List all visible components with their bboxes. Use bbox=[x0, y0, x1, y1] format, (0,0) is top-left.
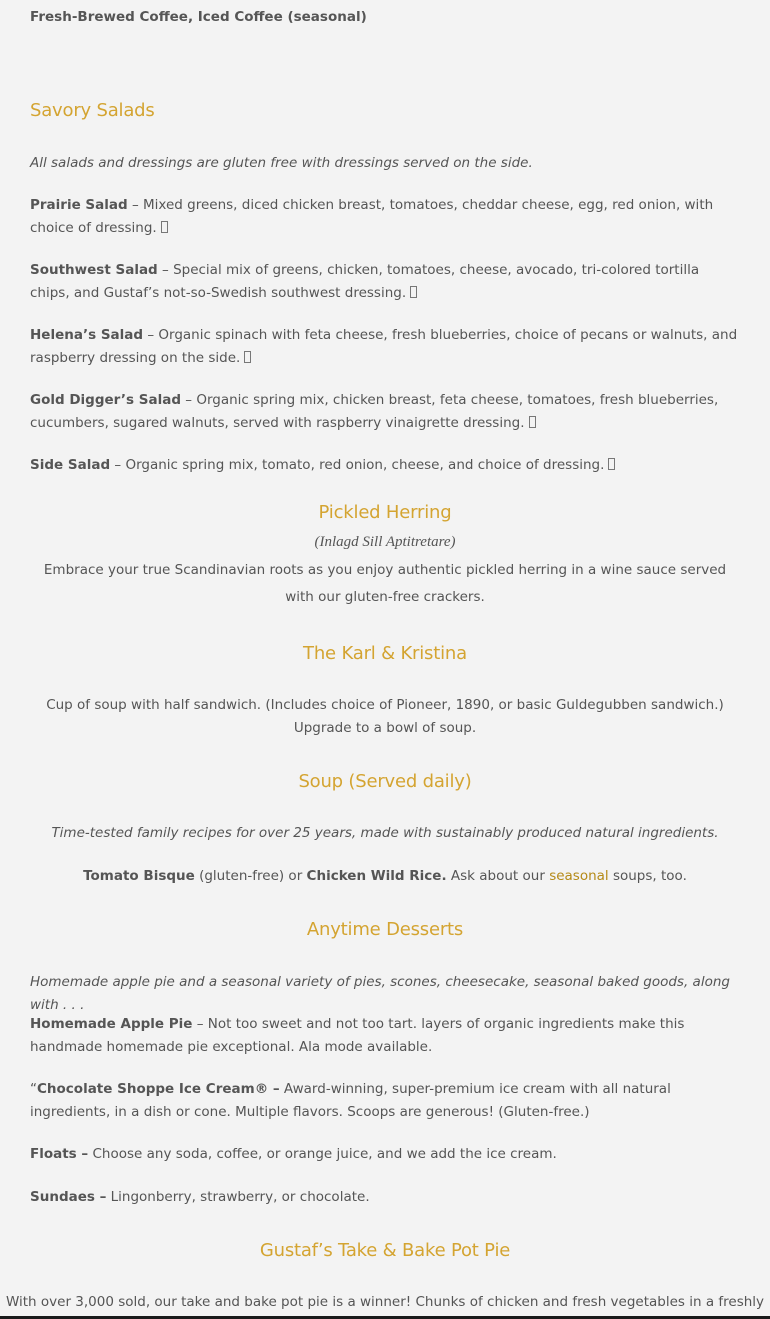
dessert-item-desc: Award-winning, super-premium ice cream with all natural ingredients, in a dish or cone. Multiple flavors. Scoops are generous! (Gluten-free.) bbox=[30, 1081, 671, 1120]
dessert-item-apple-pie bbox=[30, 1013, 740, 1059]
salad-item-name: Prairie Salad bbox=[30, 197, 128, 213]
dessert-item-name: Floats – bbox=[30, 1146, 89, 1162]
karl-desc: Cup of soup with half sandwich. (Includes choice of Pioneer, 1890, or basic Guldegubben sandwich.) Upgrade to a bowl of soup. bbox=[46, 697, 724, 736]
gluten-free-icon bbox=[529, 416, 536, 428]
salads-heading: Savory Salads bbox=[30, 100, 155, 121]
salad-item-desc: – Special mix of greens, chicken, tomatoes, cheese, avocado, tri-colored tortilla chips, and Gustaf’s not-so-Swedish southwest dressing. bbox=[30, 262, 700, 301]
dessert-item-desc: Choose any soda, coffee, or orange juice, and we add the ice cream. bbox=[88, 1146, 557, 1162]
dessert-item-prefix: “ bbox=[30, 1081, 37, 1097]
salad-item-desc: – Organic spinach with feta cheese, fresh blueberries, choice of pecans or walnuts, and raspberry dressing on the side. bbox=[30, 327, 738, 366]
salad-item-name: Gold Digger’s Salad bbox=[30, 392, 181, 408]
herring-desc: Embrace your true Scandinavian roots as you enjoy authentic pickled herring in a wine sauce served with our gluten-free crackers. bbox=[43, 562, 727, 605]
salad-item-name: Helena’s Salad bbox=[30, 327, 144, 343]
dessert-item-name: Sundaes – bbox=[30, 1189, 107, 1205]
salad-item-side bbox=[30, 454, 740, 477]
soup-ask: Ask about our bbox=[446, 868, 550, 884]
soup-chicken: Chicken Wild Rice. bbox=[306, 868, 447, 884]
gluten-free-icon bbox=[410, 286, 417, 298]
gluten-free-icon bbox=[244, 351, 251, 363]
gluten-free-icon bbox=[608, 458, 615, 470]
seasonal-soups-link[interactable]: seasonal bbox=[549, 868, 609, 884]
salad-item-name: Southwest Salad bbox=[30, 262, 158, 278]
gluten-free-icon bbox=[161, 221, 168, 233]
salads-note: All salads and dressings are gluten free with dressings served on the side. bbox=[30, 155, 533, 171]
soup-tomato: Tomato Bisque bbox=[83, 868, 195, 884]
soup-line bbox=[30, 865, 740, 888]
drinks-line: Fresh-Brewed Coffee, Iced Coffee (seasonal) bbox=[30, 9, 367, 25]
desserts-heading: Anytime Desserts bbox=[306, 919, 464, 940]
salad-item-southwest bbox=[30, 259, 740, 305]
soup-heading: Soup (Served daily) bbox=[298, 771, 472, 792]
soup-gf: (gluten-free) or bbox=[194, 868, 307, 884]
potpie-desc: With over 3,000 sold, our take and bake pot pie is a winner! Chunks of chicken and fresh vegetables in a freshly bbox=[5, 1294, 765, 1310]
soup-note: Time-tested family recipes for over 25 years, made with sustainably produced natural ingredients. bbox=[51, 825, 719, 841]
soup-tail: soups, too. bbox=[608, 868, 687, 884]
salad-item-desc: – Mixed greens, diced chicken breast, tomatoes, cheddar cheese, egg, red onion, with choice of dressing. bbox=[30, 197, 714, 236]
dessert-item-ice-cream bbox=[30, 1078, 740, 1124]
desserts-note: Homemade apple pie and a seasonal variety of pies, scones, cheesecake, seasonal baked goods, along with . . . bbox=[30, 974, 730, 1013]
salad-item-name: Side Salad bbox=[30, 457, 111, 473]
dessert-item-desc: Lingonberry, strawberry, or chocolate. bbox=[106, 1189, 370, 1205]
dessert-item-sundaes bbox=[30, 1186, 740, 1209]
potpie-heading: Gustaf’s Take & Bake Pot Pie bbox=[259, 1240, 511, 1261]
salad-item-helena bbox=[30, 324, 740, 370]
salad-item-gold-digger bbox=[30, 389, 740, 435]
herring-subtitle: (Inlagd Sill Aptitretare) bbox=[314, 534, 456, 550]
dessert-item-name: Chocolate Shoppe Ice Cream® – bbox=[37, 1081, 280, 1097]
salad-item-desc: – Organic spring mix, chicken breast, feta cheese, tomatoes, fresh blueberries, cucumbers, sugared walnuts, served with raspberry vinaigrette dressing. bbox=[30, 392, 719, 431]
salad-item-desc: – Organic spring mix, tomato, red onion, cheese, and choice of dressing. bbox=[110, 457, 605, 473]
dessert-item-floats bbox=[30, 1143, 740, 1166]
dessert-item-name: Homemade Apple Pie bbox=[30, 1016, 193, 1032]
herring-heading: Pickled Herring bbox=[318, 502, 452, 523]
salad-item-prairie bbox=[30, 194, 740, 240]
karl-heading: The Karl & Kristina bbox=[303, 643, 467, 664]
dessert-item-desc: – Not too sweet and not too tart. layers of organic ingredients make this handmade homemade pie exceptional. Ala mode available. bbox=[30, 1016, 685, 1055]
